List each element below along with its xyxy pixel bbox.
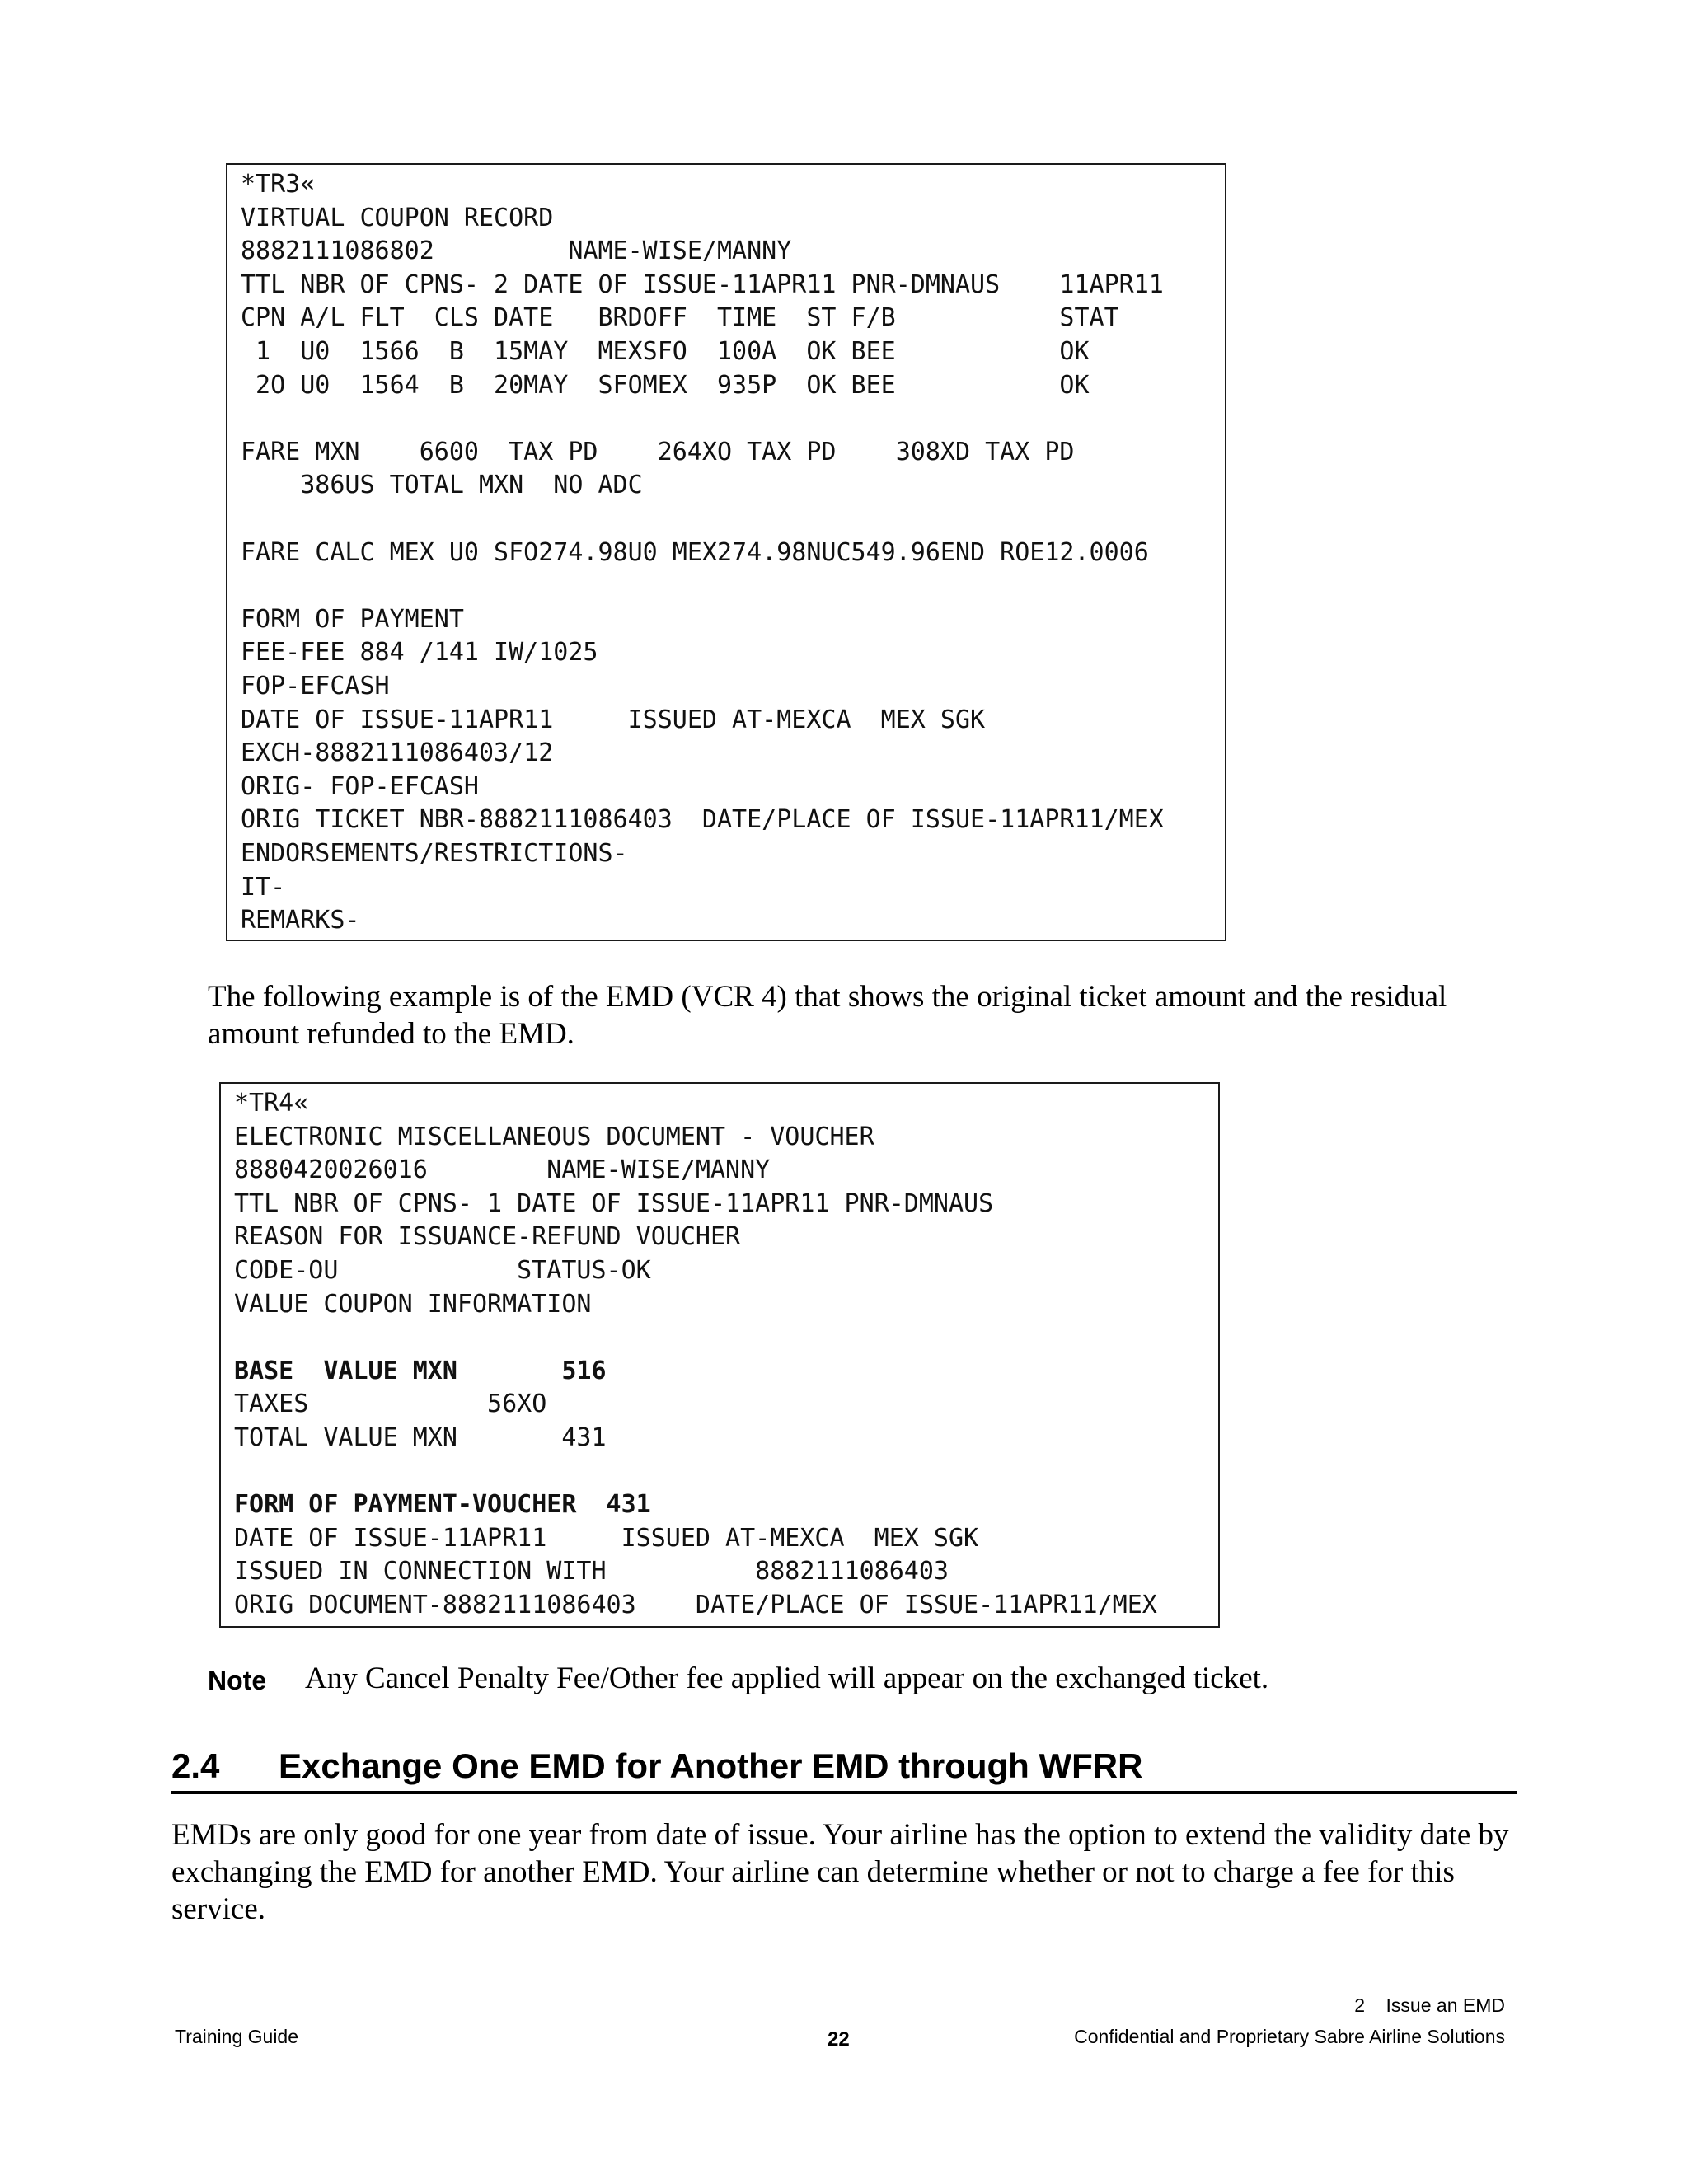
tr3-screen-line: IT- — [241, 872, 286, 902]
section-heading — [171, 1743, 1517, 1794]
tr4-screen-line: ISSUED IN CONNECTION WITH 8882111086403 — [234, 1557, 949, 1586]
note-label: Note — [208, 1666, 267, 1695]
section-paragraph: EMDs are only good for one year from date of issue. Your airline has the option to extend the validity date by exchanging the EMD for another EMD. Your airline can determine whether or not to charge a fee for this service. — [171, 1818, 1509, 1926]
tr3-screen-line: TTL NBR OF CPNS- 2 DATE OF ISSUE-11APR11 PNR-DMNAUS 11APR11 — [241, 269, 1164, 299]
tr3-screen-line: ORIG- FOP-EFCASH — [241, 771, 479, 801]
tr3-screen-line: 8882111086802 NAME-WISE/MANNY — [241, 237, 792, 266]
tr3-screen-line: VIRTUAL COUPON RECORD — [241, 203, 554, 232]
tr4-screen-line: DATE OF ISSUE-11APR11 ISSUED AT-MEXCA MEX SGK — [234, 1523, 979, 1553]
tr4-screen-line: VALUE COUPON INFORMATION — [234, 1289, 592, 1319]
tr3-screen-line: EXCH-8882111086403/12 — [241, 738, 554, 768]
tr3-screen-line: FOP-EFCASH — [241, 672, 390, 701]
tr4-screen-line: REASON FOR ISSUANCE-REFUND VOUCHER — [234, 1222, 741, 1252]
tr4-screen-line: TAXES 56XO — [234, 1390, 547, 1419]
page-number: 22 — [828, 2028, 850, 2050]
section-title: Exchange One EMD for Another EMD through WFRR — [279, 1746, 1143, 1785]
tr3-screen-line: ORIG TICKET NBR-8882111086403 DATE/PLACE OF ISSUE-11APR11/MEX — [241, 805, 1164, 835]
tr3-screen-line: CPN A/L FLT CLS DATE BRDOFF TIME ST F/B STAT — [241, 303, 1119, 333]
tr3-screen-line: ENDORSEMENTS/RESTRICTIONS- — [241, 839, 628, 868]
tr3-screen-line: FARE MXN 6600 TAX PD 264XO TAX PD 308XD TAX PD — [241, 437, 1075, 466]
tr4-screen-line: TOTAL VALUE MXN 431 — [234, 1423, 607, 1452]
tr4-screen-line: BASE VALUE MXN 516 — [234, 1356, 607, 1385]
tr3-screen-line: FORM OF PAYMENT — [241, 604, 464, 634]
tr3-screen-line: REMARKS- — [241, 906, 360, 935]
tr4-screen-line: 8880420026016 NAME-WISE/MANNY — [234, 1155, 771, 1185]
tr3-terminal-screen — [226, 163, 1226, 941]
tr3-screen-line: 386US TOTAL MXN NO ADC — [241, 471, 643, 500]
tr4-terminal-screen — [219, 1082, 1220, 1628]
footer-chapter: 2 Issue an EMD — [1354, 1994, 1505, 2016]
tr3-screen-line: FEE-FEE 884 /141 IW/1025 — [241, 638, 598, 668]
intro-paragraph: The following example is of the EMD (VCR 4) that shows the original ticket amount and the residual amount refunded to the EMD. — [208, 980, 1447, 1051]
tr4-screen-line: ELECTRONIC MISCELLANEOUS DOCUMENT - VOUCHER — [234, 1122, 874, 1151]
tr4-screen-line: CODE-OU STATUS-OK — [234, 1256, 651, 1285]
tr4-screen-line: FORM OF PAYMENT-VOUCHER 431 — [234, 1490, 651, 1520]
tr3-screen-line: 1 U0 1566 B 15MAY MEXSFO 100A OK BEE OK — [241, 337, 1090, 366]
tr3-screen-line: *TR3« — [241, 170, 316, 199]
tr3-screen-line: DATE OF ISSUE-11APR11 ISSUED AT-MEXCA MEX SGK — [241, 705, 986, 734]
footer-guide-title: Training Guide — [175, 2026, 299, 2047]
tr3-screen-line: 2O U0 1564 B 20MAY SFOMEX 935P OK BEE OK — [241, 370, 1090, 400]
tr4-screen-line: ORIG DOCUMENT-8882111086403 DATE/PLACE OF ISSUE-11APR11/MEX — [234, 1591, 1157, 1619]
tr4-screen-line: *TR4« — [234, 1089, 309, 1118]
footer-confidential: Confidential and Proprietary Sabre Airline Solutions — [1074, 2026, 1505, 2047]
section-number: 2.4 — [171, 1746, 220, 1785]
tr4-screen-line: TTL NBR OF CPNS- 1 DATE OF ISSUE-11APR11 PNR-DMNAUS — [234, 1188, 994, 1218]
tr3-screen-line: FARE CALC MEX U0 SFO274.98U0 MEX274.98NUC549.96END ROE12.0006 — [241, 537, 1149, 567]
note-text: Any Cancel Penalty Fee/Other fee applied will appear on the exchanged ticket. — [305, 1661, 1269, 1695]
